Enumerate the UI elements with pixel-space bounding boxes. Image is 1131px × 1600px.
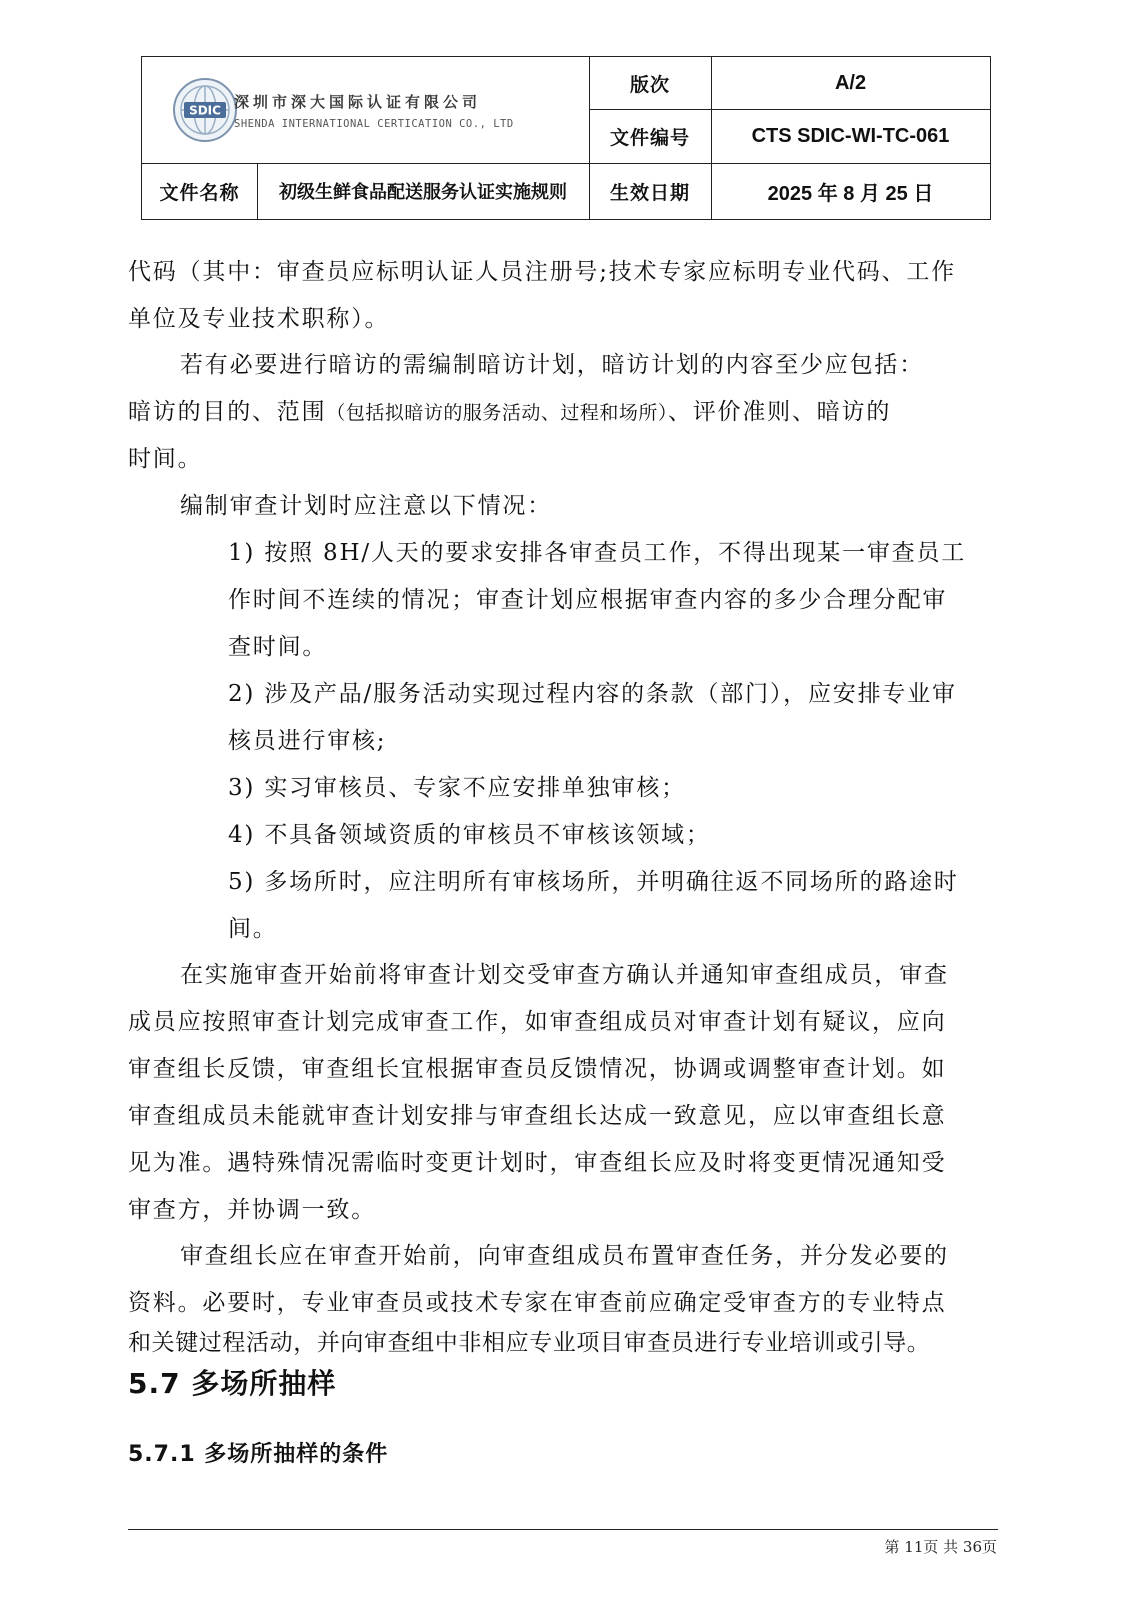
- subsection-heading: 5.7.1 多场所抽样的条件: [128, 1442, 389, 1467]
- list-item: 1) 按照 8H/人天的要求安排各审查员工作，不得出现某一审查员工: [228, 540, 967, 566]
- paragraph-line: 代码（其中：审查员应标明认证人员注册号;技术专家应标明专业代码、工作: [128, 259, 956, 285]
- list-item: 核员进行审核;: [228, 728, 387, 754]
- logo-text: SDIC: [189, 103, 221, 118]
- doc-name-value: 初级生鲜食品配送服务认证实施规则: [279, 182, 567, 203]
- paragraph-line: 资料。必要时，专业审查员或技术专家在审查前应确定受审查方的专业特点: [128, 1290, 947, 1316]
- paragraph-line: 成员应按照审查计划完成审查工作，如审查组成员对审查计划有疑议，应向: [128, 1009, 947, 1035]
- paragraph-line: 时间。: [128, 446, 203, 472]
- paragraph-line: 见为准。遇特殊情况需临时变更计划时，审查组长应及时将变更情况通知受: [128, 1150, 947, 1176]
- effective-date-label: 生效日期: [609, 181, 690, 204]
- paragraph-line: 单位及专业技术职称）。: [128, 306, 390, 332]
- footer-divider: [128, 1529, 998, 1530]
- paragraph-line: 审查组长反馈，审查组长宜根据审查员反馈情况，协调或调整审查计划。如: [128, 1056, 947, 1082]
- version-label: 版次: [629, 73, 670, 96]
- list-item: 查时间。: [228, 634, 328, 660]
- paragraph-line: 若有必要进行暗访的需编制暗访计划，暗访计划的内容至少应包括：: [180, 352, 924, 378]
- paragraph-line: 和关键过程活动，并向审查组中非相应专业项目审查员进行专业培训或引导。: [128, 1330, 931, 1356]
- version-value: A/2: [834, 71, 867, 94]
- doc-number-label: 文件编号: [609, 126, 690, 149]
- document-header-table: [141, 56, 991, 220]
- doc-name-label: 文件名称: [159, 181, 240, 204]
- page-number: 第 11页 共 36页: [884, 1538, 997, 1556]
- paragraph-line: 编制审查计划时应注意以下情况：: [180, 493, 552, 519]
- list-item: 5) 多场所时，应注明所有审核场所，并明确往返不同场所的路途时: [228, 869, 959, 895]
- effective-date-value: 2025 年 8 月 25 日: [767, 182, 934, 205]
- company-logo-cell: [142, 57, 589, 163]
- section-heading: 5.7 多场所抽样: [128, 1367, 337, 1400]
- company-name-en: SHENDA INTERNATIONAL CERTICATION CO., LTD: [234, 117, 514, 130]
- paragraph-line: 暗访的目的、范围（包括拟暗访的服务活动、过程和场所）、评价准则、暗访的: [128, 399, 892, 425]
- paragraph-line: 审查方，并协调一致。: [128, 1197, 376, 1223]
- list-item: 间。: [228, 916, 278, 942]
- paragraph-line: 审查组长应在审查开始前，向审查组成员布置审查任务，并分发必要的: [180, 1243, 949, 1269]
- list-item: 2) 涉及产品/服务活动实现过程内容的条款（部门），应安排专业审: [228, 681, 957, 707]
- list-item: 3) 实习审核员、专家不应安排单独审核；: [228, 775, 686, 801]
- company-name-cn: 深圳市深大国际认证有限公司: [234, 92, 482, 111]
- list-item: 作时间不连续的情况；审查计划应根据审查内容的多少合理分配审: [228, 587, 948, 613]
- list-item: 4) 不具备领域资质的审核员不审核该领域；: [228, 822, 711, 848]
- globe-logo-icon: [172, 77, 238, 143]
- doc-number-value: CTS SDIC-WI-TC-061: [751, 124, 950, 147]
- paragraph-line: 审查组成员未能就审查计划安排与审查组长达成一致意见，应以审查组长意: [128, 1103, 947, 1129]
- paragraph-line: 在实施审查开始前将审查计划交受审查方确认并通知审查组成员，审查: [180, 962, 949, 988]
